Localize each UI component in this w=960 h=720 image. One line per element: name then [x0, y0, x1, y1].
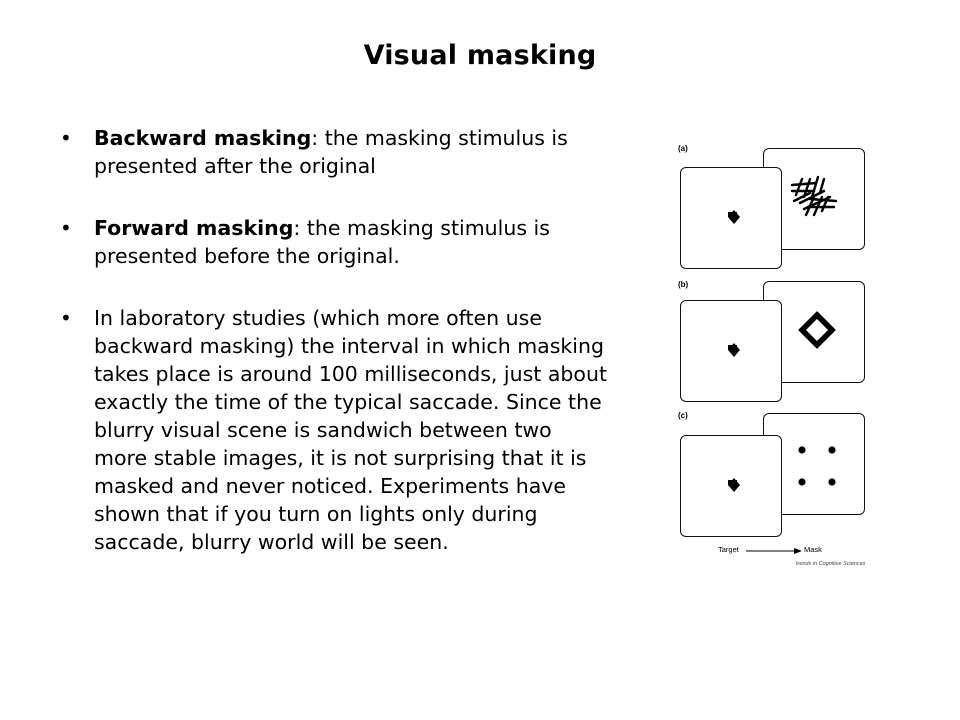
bullet-term: Backward masking	[94, 126, 312, 150]
bullet-laboratory-studies	[60, 304, 610, 556]
target-diamond-icon	[681, 436, 781, 536]
bullet-forward-masking	[60, 214, 610, 270]
axis-mask-label: Mask	[804, 545, 822, 554]
target-diamond-icon	[681, 168, 781, 268]
target-card-b	[680, 300, 782, 402]
panel-label-c: (c)	[678, 411, 688, 420]
bullet-text: : the masking stimulus is presented before the original.	[94, 216, 550, 268]
target-diamond-icon	[681, 301, 781, 401]
axis-target-label: Target	[718, 545, 739, 554]
bullet-backward-masking	[60, 124, 610, 180]
bullet-text: : the masking stimulus is presented after the original	[94, 126, 568, 178]
bullet-list	[60, 124, 610, 582]
arrow-right-icon	[746, 546, 802, 556]
masking-figure	[670, 140, 880, 580]
bullet-term: Forward masking	[94, 216, 294, 240]
bullet-dot: •	[60, 306, 72, 330]
panel-label-a: (a)	[678, 144, 688, 153]
bullet-text: In laboratory studies (which more often use backward masking) the interval in which masking takes place is around 100 milliseconds, just about exactly the time of the typical saccade. Since the blurry visual scene is sandwich between two more stable images, it is not surprising that it is masked and never noticed. Experiments have shown that if you turn on lights only during saccade, blurry world will be seen.	[94, 306, 608, 554]
bullet-dot: •	[60, 126, 72, 150]
target-card-c	[680, 435, 782, 537]
figure-credit: trends in Cognitive Sciences	[796, 561, 866, 567]
slide-title: Visual masking	[363, 40, 597, 71]
target-card-a	[680, 167, 782, 269]
bullet-dot: •	[60, 216, 72, 240]
panel-label-b: (b)	[678, 280, 689, 289]
